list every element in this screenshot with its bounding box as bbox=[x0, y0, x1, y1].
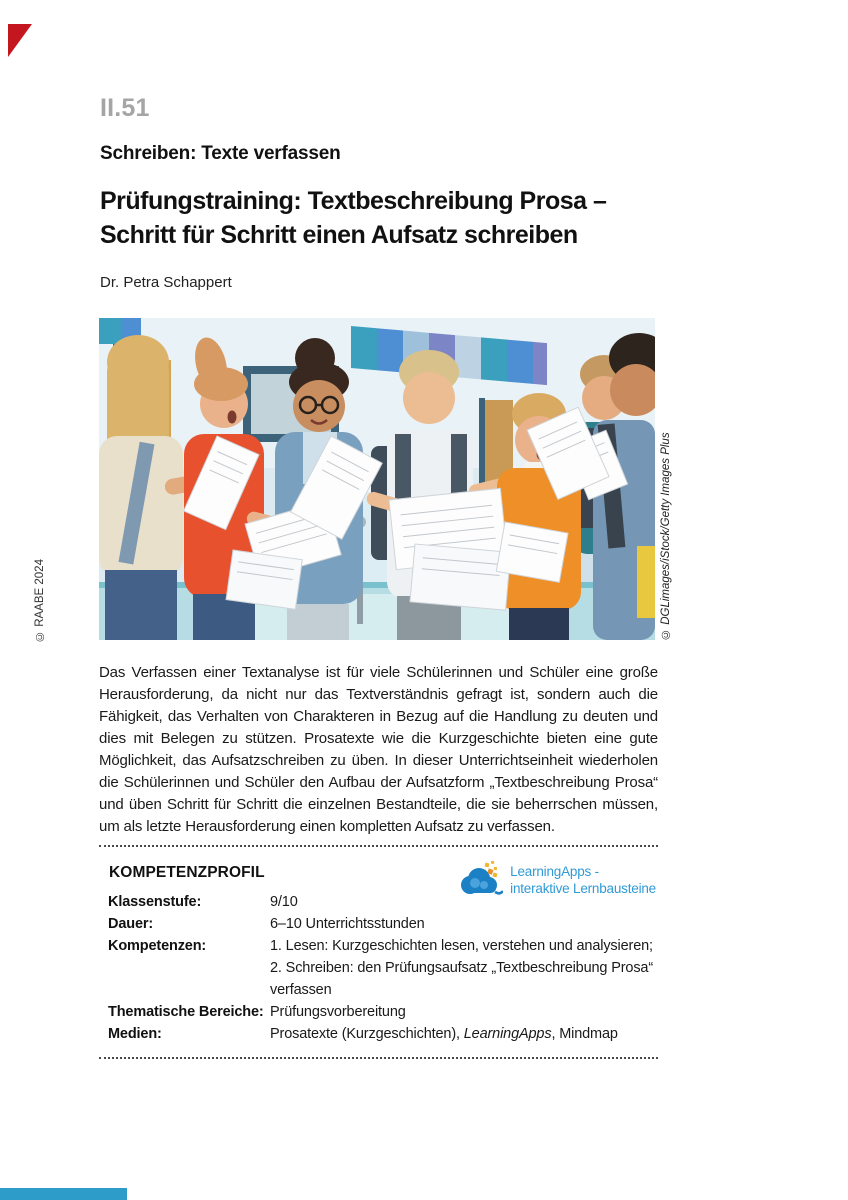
intro-paragraph: Das Verfassen einer Textanalyse ist für viele Schülerinnen und Schüler eine große Herausforderung, da nicht nur das Textverständnis gefragt ist, sondern auch die Fähigkeit, das Verhalten von Charakteren in Bezug auf die Handlung zu deuten und dies mit Belegen zu stützen. Prosatexte wie die Kurzgeschichte bieten eine gute Möglichkeit, das Aufsatzschreiben zu üben. In dieser Unterrichtseinheit wiederholen die Schülerinnen und Schüler den Aufbau der Aufsatzform „Textbeschreibung Prosa“ und üben Schritt für Schritt die einzelnen Bestandteile, die sie beherrschen müssen, um als letzte Herausforderung einen kompletten Aufsatz zu verfassen. bbox=[99, 664, 658, 835]
row-label: Thematische Bereiche: bbox=[108, 1004, 264, 1020]
kompetenzprofil-box bbox=[99, 845, 658, 1059]
medien-learningapps-italic: LearningApps bbox=[463, 1026, 552, 1042]
row-label: Dauer: bbox=[108, 916, 154, 932]
unit-code: II.51 bbox=[100, 94, 150, 122]
learningapps-logo-line1: LearningApps - bbox=[510, 864, 599, 879]
page-title bbox=[100, 184, 606, 252]
students-photo bbox=[99, 318, 655, 640]
learningapps-logo-line2: interaktive Lernbausteine bbox=[510, 881, 656, 896]
learningapps-cloud-icon bbox=[457, 861, 503, 899]
row-kompetenzen bbox=[99, 935, 658, 1001]
raabe-copyright: © RAABE 2024 bbox=[34, 559, 46, 642]
row-value bbox=[270, 1023, 618, 1045]
learningapps-logo bbox=[457, 861, 656, 899]
page-title-line1: Prüfungstraining: Textbeschreibung Prosa – bbox=[100, 187, 607, 215]
learningapps-logo-text bbox=[510, 863, 656, 897]
row-medien bbox=[99, 1023, 658, 1045]
author-name: Dr. Petra Schappert bbox=[100, 274, 232, 291]
medien-part3: , Mindmap bbox=[551, 1026, 618, 1042]
kompetenzen-line3: verfassen bbox=[270, 982, 332, 998]
row-value: Prüfungsvorbereitung bbox=[270, 1004, 406, 1020]
kompetenzen-line2: 2. Schreiben: den Prüfungsaufsatz „Textbeschreibung Prosa“ bbox=[270, 960, 654, 976]
row-value: 9/10 bbox=[270, 894, 298, 910]
row-thematische-bereiche bbox=[99, 1001, 658, 1023]
medien-part1: Prosatexte (Kurzgeschichten), bbox=[270, 1026, 464, 1042]
row-label: Kompetenzen: bbox=[108, 938, 207, 954]
row-value bbox=[270, 935, 653, 1001]
row-value: 6–10 Unterrichtsstunden bbox=[270, 916, 425, 932]
kompetenzprofil-heading: KOMPETENZPROFIL bbox=[109, 864, 265, 881]
category-heading: Schreiben: Texte verfassen bbox=[100, 143, 341, 164]
red-corner-marker bbox=[8, 24, 32, 57]
students-photo-illustration bbox=[99, 318, 655, 640]
row-label: Medien: bbox=[108, 1026, 162, 1042]
photo-credit: © DGLimages/iStock/Getty Images Plus bbox=[660, 432, 672, 640]
kompetenzprofil-table bbox=[99, 891, 658, 1045]
page-title-line2: Schritt für Schritt einen Aufsatz schreiben bbox=[100, 221, 578, 249]
row-dauer bbox=[99, 913, 658, 935]
row-label: Klassenstufe: bbox=[108, 894, 202, 910]
footer-bar bbox=[0, 1188, 127, 1200]
kompetenzen-line1: 1. Lesen: Kurzgeschichten lesen, verstehen und analysieren; bbox=[270, 938, 653, 954]
